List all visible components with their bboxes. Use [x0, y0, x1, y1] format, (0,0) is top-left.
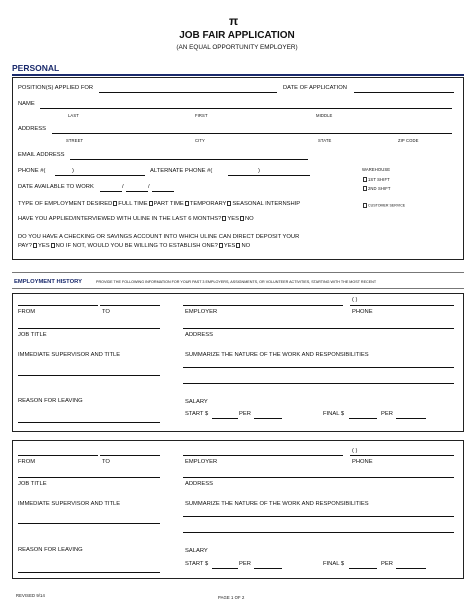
pay-question-line2 — [18, 243, 250, 249]
alt-phone-field[interactable] — [228, 175, 310, 176]
employer2-final-field[interactable] — [349, 568, 377, 569]
warehouse-shift1[interactable]: 1ST SHIFT — [362, 177, 390, 182]
address-zip-caption: ZIP CODE — [398, 138, 419, 143]
address-label: ADDRESS — [18, 126, 47, 132]
employer2-from-label: FROM — [18, 459, 36, 465]
date-available-day[interactable] — [126, 191, 148, 192]
employer2-final-per-label: PER — [381, 561, 393, 567]
pay-yes-checkbox[interactable] — [33, 243, 37, 248]
employment-type-row — [18, 201, 300, 207]
employer2-employer-label: EMPLOYER — [185, 459, 218, 465]
logo-icon: π — [229, 14, 239, 28]
shift1-checkbox[interactable] — [363, 177, 367, 182]
position-field[interactable] — [99, 92, 277, 93]
employer1-phone-label: PHONE — [352, 309, 373, 315]
employer1-summary-field-1[interactable] — [183, 367, 454, 368]
date-application-field[interactable] — [354, 92, 454, 93]
form-subtitle: (AN EQUAL OPPORTUNITY EMPLOYER) — [176, 44, 298, 51]
name-field[interactable] — [40, 108, 452, 109]
name-middle-caption: MIDDLE — [316, 113, 333, 118]
employer2-reason-label: REASON FOR LEAVING — [18, 547, 83, 553]
employer2-start-field[interactable] — [212, 568, 238, 569]
employer1-reason-field[interactable] — [18, 422, 160, 423]
employer1-start-per-field[interactable] — [254, 418, 282, 419]
part-time-label: PART TIME — [153, 201, 184, 208]
employer2-start-per-field[interactable] — [254, 568, 282, 569]
employer2-address-label: ADDRESS — [185, 481, 214, 487]
customer-service-checkbox[interactable] — [363, 203, 367, 208]
date-available-year[interactable] — [152, 191, 174, 192]
employer2-phone-label: PHONE — [352, 459, 373, 465]
employer2-start-per-label: PER — [239, 561, 251, 567]
date-application-label: DATE OF APPLICATION — [283, 85, 347, 91]
employer1-jobtitle-label: JOB TITLE — [18, 332, 47, 338]
employer1-supervisor-field[interactable] — [18, 375, 160, 376]
phone-close-paren: ) — [72, 168, 74, 174]
email-field[interactable] — [70, 159, 308, 160]
history-top-rule — [12, 272, 464, 273]
form-title: JOB FAIR APPLICATION — [179, 30, 295, 41]
employer1-start-label: START $ — [185, 411, 209, 417]
employer2-phone-paren: ( ) — [352, 448, 358, 454]
employer2-summarize-label: SUMMARIZE THE NATURE OF THE WORK AND RESPONSIBILITIES — [185, 501, 369, 507]
footer-revised: REVISED 9/14 — [16, 593, 45, 598]
personal-divider — [12, 74, 464, 76]
employer1-final-per-field[interactable] — [396, 418, 426, 419]
employer2-final-per-field[interactable] — [396, 568, 426, 569]
pay-no-label: NO IF NOT, WOULD YOU BE WILLING TO ESTABLISH ONE? — [55, 243, 218, 250]
name-first-caption: FIRST — [195, 113, 208, 118]
warehouse-shift2[interactable]: 2ND SHIFT — [362, 186, 391, 191]
employment-history-instruction: PROVIDE THE FOLLOWING INFORMATION FOR YOUR PAST 3 EMPLOYERS, ASSIGNMENTS, OR VOLUNTEER ACTIVITIES, STARTING WITH THE MOST RECENT — [96, 280, 377, 284]
history-title-rule — [12, 288, 464, 289]
employer-block-2 — [12, 440, 464, 579]
employer2-jobtitle-field[interactable] — [18, 477, 160, 478]
applied-no-label: NO — [244, 216, 254, 223]
employer1-address-field[interactable] — [183, 328, 454, 329]
employer2-to-field[interactable] — [100, 455, 160, 456]
employer2-summary-field-2[interactable] — [183, 532, 454, 533]
pay-label: PAY? — [18, 243, 32, 250]
date-available-label: DATE AVAILABLE TO WORK — [18, 184, 94, 190]
employer-block-1 — [12, 293, 464, 432]
employer2-final-label: FINAL $ — [323, 561, 345, 567]
employer1-summarize-label: SUMMARIZE THE NATURE OF THE WORK AND RESPONSIBILITIES — [185, 352, 369, 358]
employer2-to-label: TO — [102, 459, 110, 465]
employer2-phone-field[interactable] — [350, 455, 454, 456]
temporary-checkbox[interactable] — [185, 201, 189, 206]
employer1-final-per-label: PER — [381, 411, 393, 417]
full-time-checkbox[interactable] — [113, 201, 117, 206]
footer-page: PAGE 1 OF 2 — [218, 595, 245, 600]
name-label: NAME — [18, 101, 35, 107]
establish-yes-label: YES — [223, 243, 236, 250]
customer-service-option[interactable]: CUSTOMER SERVICE — [362, 203, 405, 208]
alt-phone-close-paren: ) — [258, 168, 260, 174]
employer2-summary-field-1[interactable] — [183, 516, 454, 517]
employer1-from-field[interactable] — [18, 305, 98, 306]
employer1-from-label: FROM — [18, 309, 36, 315]
pay-question-line1: DO YOU HAVE A CHECKING OR SAVINGS ACCOUNT INTO WHICH ULINE CAN DIRECT DEPOSIT YOUR — [18, 234, 300, 240]
employer1-salary-label: SALARY — [185, 399, 208, 405]
employer1-address-label: ADDRESS — [185, 332, 214, 338]
employer1-employer-label: EMPLOYER — [185, 309, 218, 315]
employer1-reason-label: REASON FOR LEAVING — [18, 398, 83, 404]
pay-yes-label: YES — [37, 243, 50, 250]
employer2-salary-label: SALARY — [185, 548, 208, 554]
address-city-caption: CITY — [195, 138, 205, 143]
section-title-personal: PERSONAL — [12, 63, 60, 73]
phone-field[interactable] — [55, 175, 145, 176]
establish-no-checkbox[interactable] — [236, 243, 240, 248]
date-available-month[interactable] — [100, 191, 122, 192]
applied-yes-label: YES — [227, 216, 239, 223]
employer1-phone-paren: ( ) — [352, 297, 358, 303]
establish-yes-checkbox[interactable] — [219, 243, 223, 248]
employer2-supervisor-label: IMMEDIATE SUPERVISOR AND TITLE — [18, 501, 121, 507]
seasonal-checkbox[interactable] — [227, 201, 231, 206]
employer1-employer-field[interactable] — [183, 305, 343, 306]
employer1-final-field[interactable] — [349, 418, 377, 419]
employer1-final-label: FINAL $ — [323, 411, 345, 417]
address-field[interactable] — [52, 133, 452, 134]
email-label: EMAIL ADDRESS — [18, 152, 65, 158]
employer2-jobtitle-label: JOB TITLE — [18, 481, 47, 487]
date-sep-2: / — [148, 184, 150, 190]
part-time-checkbox[interactable] — [149, 201, 153, 206]
position-label: POSITION(S) APPLIED FOR — [18, 85, 94, 91]
pay-no-checkbox[interactable] — [51, 243, 55, 248]
employer1-summary-field-2[interactable] — [183, 383, 454, 384]
applied-before-label: HAVE YOU APPLIED/INTERVIEWED WITH ULINE IN THE LAST 6 MONTHS? — [18, 216, 222, 223]
employer2-employer-field[interactable] — [183, 455, 343, 456]
personal-box — [12, 77, 464, 260]
applied-yes-checkbox[interactable] — [222, 216, 226, 221]
employer2-from-field[interactable] — [18, 455, 98, 456]
employer1-to-label: TO — [102, 309, 110, 315]
employer2-start-label: START $ — [185, 561, 209, 567]
name-last-caption: LAST — [68, 113, 79, 118]
employer1-jobtitle-field[interactable] — [18, 328, 160, 329]
establish-no-label: NO — [241, 243, 251, 250]
temporary-label: TEMPORARY — [189, 201, 227, 208]
applied-before-row — [18, 216, 254, 222]
shift2-checkbox[interactable] — [363, 186, 367, 191]
full-time-label: FULL TIME — [118, 201, 148, 208]
date-sep-1: / — [122, 184, 124, 190]
employer1-supervisor-label: IMMEDIATE SUPERVISOR AND TITLE — [18, 352, 121, 358]
seasonal-label: SEASONAL INTERNSHIP — [232, 201, 301, 208]
employer1-start-field[interactable] — [212, 418, 238, 419]
applied-no-checkbox[interactable] — [240, 216, 244, 221]
employer2-address-field[interactable] — [183, 477, 454, 478]
phone-label: PHONE #( — [18, 168, 46, 174]
address-street-caption: STREET — [66, 138, 84, 143]
warehouse-title: WAREHOUSE — [362, 167, 391, 172]
employer1-start-per-label: PER — [239, 411, 251, 417]
employment-type-label: TYPE OF EMPLOYMENT DESIRED — [18, 201, 113, 208]
employer1-phone-field[interactable] — [350, 305, 454, 306]
address-state-caption: STATE — [318, 138, 332, 143]
employer1-to-field[interactable] — [100, 305, 160, 306]
employer2-reason-field[interactable] — [18, 572, 160, 573]
employer2-supervisor-field[interactable] — [18, 523, 160, 524]
alt-phone-label: ALTERNATE PHONE #( — [150, 168, 213, 174]
employment-history-title: EMPLOYMENT HISTORY — [14, 279, 82, 285]
